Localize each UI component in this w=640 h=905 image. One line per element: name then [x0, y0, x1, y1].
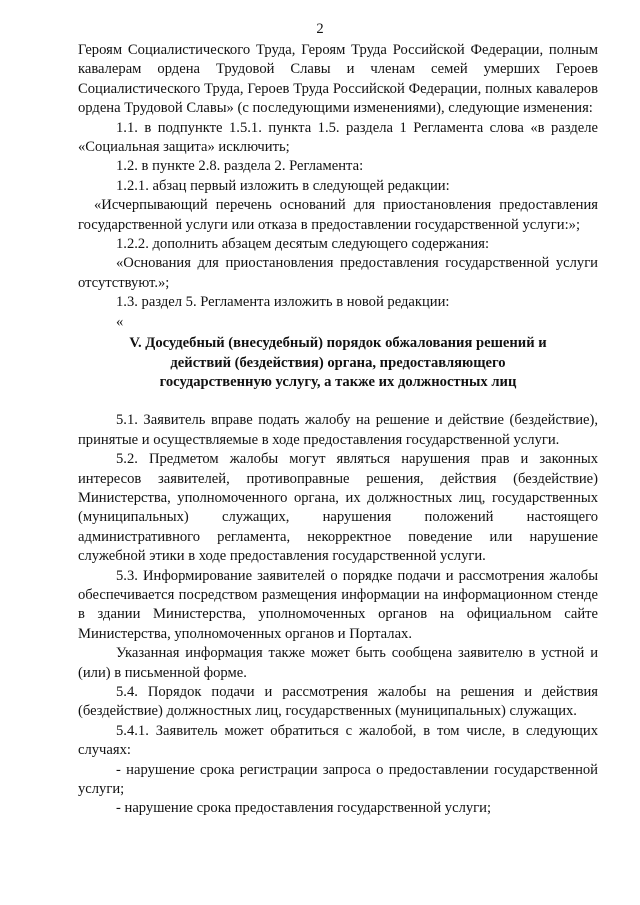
paragraph-quote-1: «Исчерпывающий перечень оснований для приостановления предоставления государственной услуги или отказа в предоставлении государственной услуги:»;: [78, 197, 598, 233]
page-number: 2: [316, 21, 324, 37]
opening-quote-mark: «: [116, 313, 124, 330]
section-heading-line-3: государственную услугу, а также их должностных лиц: [159, 373, 517, 390]
paragraph-1-1: 1.1. в подпункте 1.5.1. пункта 1.5. раздела 1 Регламента слова «в разделе «Социальная защита» исключить;: [78, 119, 598, 156]
paragraph-1-2: 1.2. в пункте 2.8. раздела 2. Регламента:: [116, 158, 364, 175]
paragraph-5-1: 5.1. Заявитель вправе подать жалобу на решение и действие (бездействие), принятые и осуществляемые в ходе предоставления государственной услуги.: [78, 412, 598, 448]
paragraph-5-3: 5.3. Информирование заявителей о порядке подачи и рассмотрения жалобы обеспечивается посредством размещения информации на информационном стенде в здании Министерства, уполномоченных органов на официальном сайте Министерства, уполномоченных органов и Порталах.: [78, 567, 598, 642]
paragraph-intro: Героям Социалистического Труда, Героям Труда Российской Федерации, полным кавалерам ордена Трудовой Славы и членам семей умерших Героев Социалистического Труда, Героев Труда Российской Федерации, полных кавалеров ордена Трудовой Славы» (с последующими изменениями), следующие изменения:: [78, 42, 598, 117]
paragraph-1-3: 1.3. раздел 5. Регламента изложить в новой редакции:: [116, 294, 450, 311]
paragraph-5-2: 5.2. Предметом жалобы могут являться нарушения прав и законных интересов заявителей, противоправные решения, действия (бездействие) Министерства, уполномоченного органа, их должностных лиц, государственных (муниципальных) служащих, нарушения положений настоящего административного регламента, некорректное поведение или нарушение служебной этики в ходе предоставления государственной услуги.: [78, 451, 598, 565]
paragraph-1-2-1: 1.2.1. абзац первый изложить в следующей редакции:: [116, 177, 450, 194]
paragraph-1-2-2: 1.2.2. дополнить абзацем десятым следующего содержания:: [116, 236, 489, 253]
paragraph-5-4: 5.4. Порядок подачи и рассмотрения жалобы на решения и действия (бездействие) должностных лиц, государственных (муниципальных) служащих.: [78, 684, 598, 720]
paragraph-quote-2: «Основания для приостановления предоставления государственной услуги отсутствуют.»;: [78, 255, 598, 291]
paragraph-5-4-1: 5.4.1. Заявитель может обратиться с жалобой, в том числе, в следующих случаях:: [78, 722, 598, 759]
section-heading: [78, 334, 598, 392]
paragraph-5-3-note: Указанная информация также может быть сообщена заявителю в устной и (или) в письменной форме.: [78, 645, 598, 681]
section-heading-line-1: V. Досудебный (внесудебный) порядок обжалования решений и: [129, 335, 547, 352]
spacer: [78, 392, 598, 411]
list-item-service-deadline: - нарушение срока предоставления государственной услуги;: [116, 800, 492, 817]
list-item-registration-deadline: - нарушение срока регистрации запроса о предоставлении государственной услуги;: [78, 761, 598, 798]
document-body: [78, 41, 598, 819]
section-heading-line-2: действий (бездействия) органа, предоставляющего: [170, 354, 506, 371]
